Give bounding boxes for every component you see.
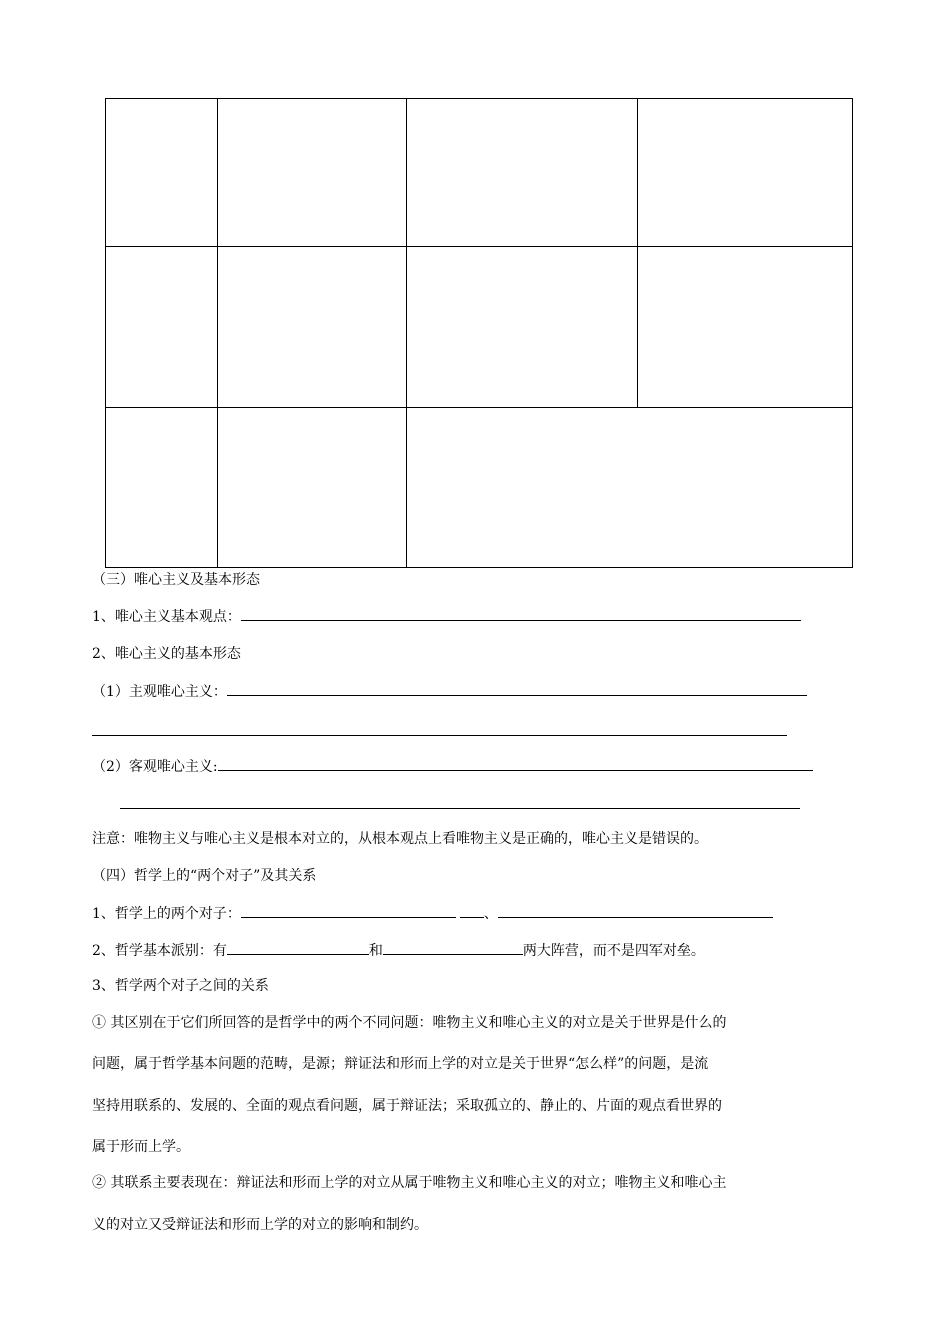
paragraph-text: ② 其联系主要表现在：辩证法和形而上学的对立从属于唯物主义和唯心主义的对立；唯物主义和唯心主 [92, 1175, 727, 1191]
section3-item2 [92, 644, 241, 664]
section3-sub2-label: （2）客观唯心主义: [92, 759, 218, 775]
table-border-right [852, 98, 853, 568]
paragraph-line [92, 1137, 190, 1157]
table-col-divider [637, 98, 638, 408]
section4-item2 [92, 940, 705, 961]
note-text: 注意：唯物主义与唯心主义是根本对立的，从根本观点上看唯物主义是正确的，唯心主义是错误的。 [92, 831, 708, 847]
section4-item1-label: 1、哲学上的两个对子： [92, 906, 241, 922]
worksheet-table [105, 98, 853, 568]
answer-blank[interactable] [460, 903, 484, 918]
note-line [92, 829, 708, 849]
answer-blank[interactable] [241, 606, 801, 621]
table-col-divider [406, 98, 407, 568]
table-border-left [105, 98, 106, 568]
paragraph-line [92, 1096, 722, 1116]
paragraph-text: 属于形而上学。 [92, 1139, 190, 1155]
paragraph-line [92, 1173, 726, 1193]
section4-item2-prefix: 2、哲学基本派别：有 [92, 943, 227, 959]
answer-blank[interactable] [498, 903, 773, 918]
answer-blank[interactable] [227, 940, 369, 955]
answer-blank[interactable] [227, 681, 807, 696]
section4-item3-label: 3、哲学两个对子之间的关系 [92, 978, 269, 994]
section3-sub2 [92, 756, 813, 777]
section4-item2-mid: 和 [368, 943, 383, 959]
section4-item3 [92, 976, 269, 996]
table-col-divider [217, 98, 218, 568]
section4-heading [92, 866, 316, 886]
paragraph-line [92, 1215, 428, 1235]
paragraph-text: 问题，属于哲学基本问题的范畴，是源；辩证法和形而上学的对立是关于世界“怎么样”的问题，是流 [92, 1056, 709, 1072]
section4-item1 [92, 903, 773, 924]
section4-heading-text: （四）哲学上的“两个对子”及其关系 [92, 868, 317, 884]
separator-text: 、 [483, 906, 498, 922]
answer-blank-line[interactable] [120, 808, 800, 809]
section3-item2-label: 2、唯心主义的基本形态 [92, 646, 241, 662]
answer-blank[interactable] [218, 756, 813, 771]
section3-item1-label: 1、唯心主义基本观点： [92, 609, 241, 625]
section3-item1 [92, 606, 801, 627]
section3-sub1 [92, 681, 807, 702]
section3-sub1-label: （1）主观唯心主义： [92, 684, 227, 700]
answer-blank-line[interactable] [92, 735, 787, 736]
section4-item2-suffix: 两大阵营，而不是四军对垒。 [522, 943, 705, 959]
paragraph-text: 义的对立又受辩证法和形而上学的对立的影响和制约。 [92, 1217, 428, 1233]
section3-heading-text: （三）唯心主义及基本形态 [92, 572, 260, 588]
answer-blank[interactable] [383, 940, 523, 955]
paragraph-line [92, 1013, 726, 1033]
paragraph-text: ① 其区别在于它们所回答的是哲学中的两个不同问题：唯物主义和唯心主义的对立是关于世界是什么的 [92, 1015, 727, 1031]
answer-blank[interactable] [241, 903, 456, 918]
paragraph-text: 坚持用联系的、发展的、全面的观点看问题，属于辩证法；采取孤立的、静止的、片面的观点看世界的 [92, 1098, 722, 1114]
section3-heading [92, 570, 260, 590]
paragraph-line [92, 1054, 708, 1074]
